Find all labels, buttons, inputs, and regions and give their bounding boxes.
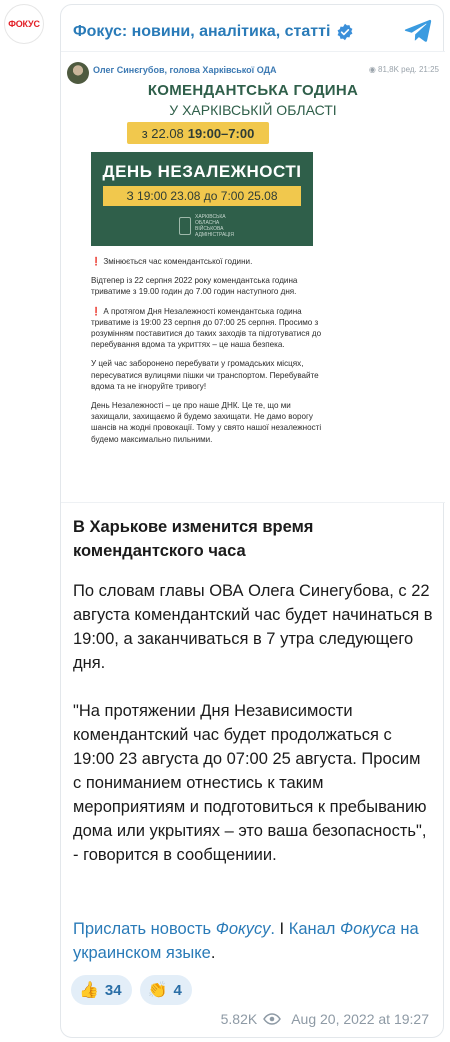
curfew-date-time: 19:00–7:00	[187, 125, 255, 141]
view-count: 5.82K	[220, 1011, 258, 1027]
exclamation-icon: ❗	[91, 257, 104, 266]
clap-icon: 👏	[147, 982, 168, 999]
independence-day-card	[91, 152, 313, 246]
independence-day-dates: З 19:00 23.08 до 7:00 25.08	[103, 186, 301, 206]
send-news-link[interactable]: Прислать новость Фокусу.	[73, 920, 275, 938]
reaction-count: 34	[104, 981, 122, 999]
message-headline: В Харькове изменится время комендантского часа	[73, 518, 314, 560]
forwarded-paragraph: У цей час заборонено перебувати у громадських місцях, пересуватися вулицями пішки чи транспортом. Перебувайте вдома та не ігноруйте тривогу!	[91, 359, 319, 391]
message-date[interactable]: Aug 20, 2022 at 19:27	[291, 1011, 429, 1027]
exclamation-icon: ❗	[91, 306, 104, 316]
message-paragraph-1: По словам главы ОВА Олега Синегубова, с 22 августа комендантский час будет начинаться в 19:00, а заканчиваться в 7 утра следующего дня.	[73, 582, 433, 672]
eye-icon: ◉	[368, 65, 379, 74]
eye-icon	[263, 1013, 281, 1025]
curfew-subtitle: У ХАРКІВСЬКІЙ ОБЛАСТІ	[169, 102, 337, 118]
forwarded-paragraph: Відтепер із 22 серпня 2022 року комендантська година триватиме з 19.00 годин до 7.00 годин наступного дня.	[91, 276, 298, 297]
reaction-count: 4	[173, 981, 182, 999]
thumbs-up-icon: 👍	[79, 982, 99, 999]
forwarded-post-text	[91, 256, 323, 453]
independence-day-title: ДЕНЬ НЕЗАЛЕЖНОСТІ	[102, 162, 302, 181]
message-links	[73, 917, 433, 965]
curfew-date-pill	[127, 122, 269, 144]
forwarded-post-meta	[369, 65, 439, 74]
message-header	[73, 15, 433, 49]
message-paragraph-2: "На протяжении Дня Независимости комендантский час будет продолжаться с 19:00 23 августа до 07:00 25 августа. Просим с пониманием отнестись к таким мероприятиям и подготовиться к пребыванию дома или укрытиях – это ваша безопасность", - говорится в сообщениии.	[73, 702, 427, 864]
forwarded-author-avatar	[67, 62, 89, 84]
links-end-dot: .	[210, 944, 216, 962]
channel-avatar-logo: ФОКУС	[8, 19, 40, 29]
coat-of-arms-icon	[179, 217, 191, 235]
forwarded-paragraph: ❗ А протягом Дня Незалежності комендантська година триватиме із 19:00 23 серпня до 07:00 25 серпня. Просимо з розумінням поставитися до таких заходів та підготуватися до перебування вдома та укриттях – це наша безпека.	[91, 306, 322, 350]
forwarded-post-image[interactable]	[61, 51, 445, 503]
curfew-title: КОМЕНДАНТСЬКА ГОДИНА	[147, 82, 359, 99]
telegram-icon[interactable]	[403, 15, 433, 45]
forwarded-paragraph: ❗ Змінюється час комендантської години.	[91, 257, 253, 266]
curfew-date-prefix: з 22.08	[141, 125, 184, 141]
reaction-clap[interactable]	[140, 975, 192, 1005]
oda-logo	[179, 214, 234, 238]
reaction-thumbs-up[interactable]	[71, 975, 132, 1005]
verified-badge-icon	[336, 23, 354, 41]
channel-title[interactable]: Фокус: новини, аналітика, статті	[73, 23, 331, 40]
forwarded-paragraph: День Незалежності – це про наше ДНК. Це те, що ми захищали, захищаємо й будемо захищати. Не дамо ворогу шансів на жодні провокації. Тому у свято нашої незалежності будемо максимально пильними.	[91, 401, 322, 444]
reactions-bar	[71, 975, 192, 1005]
forwarded-meta-text: 81,8K ред. 21:25	[378, 65, 439, 74]
message-footer	[221, 1011, 429, 1027]
ukrainian-channel-link[interactable]: Канал Фокуса на украинском языке	[73, 920, 419, 962]
forwarded-author-name: Олег Синєгубов, голова Харківської ОДА	[93, 65, 277, 75]
oda-logo-text: ХАРКІВСЬКА ОБЛАСНА ВІЙСЬКОВА АДМІНІСТРАЦІЯ	[195, 214, 234, 238]
link-separator: I	[274, 920, 289, 938]
message-bubble	[60, 4, 444, 1038]
channel-avatar[interactable]	[4, 4, 44, 44]
